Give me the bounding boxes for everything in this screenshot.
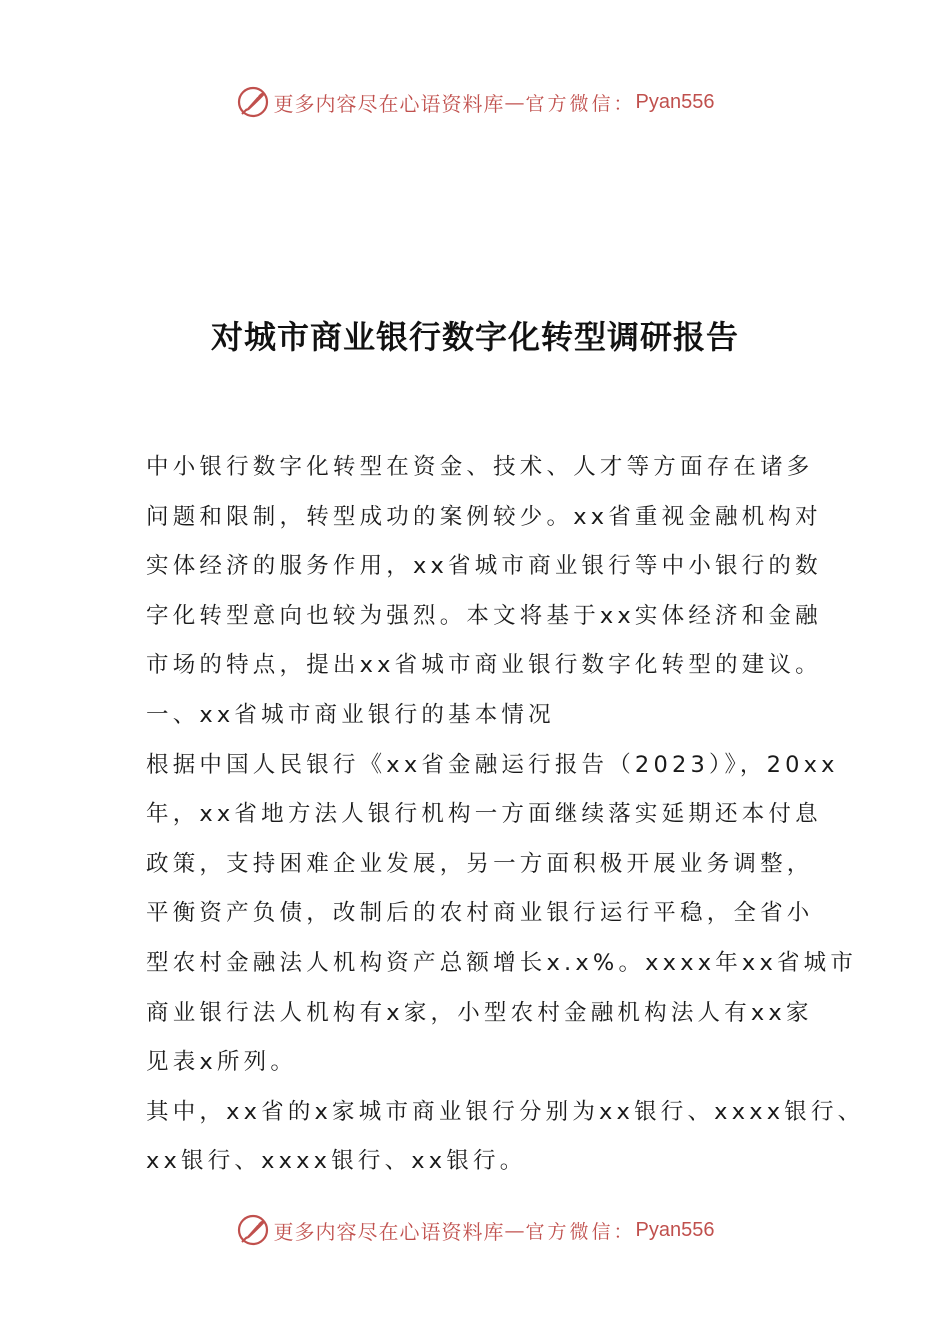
- quill-pen-logo-icon: [236, 85, 270, 119]
- footer-watermark: [0, 1210, 950, 1250]
- watermark-slogan: 更多内容尽在心语资料库: [273, 1219, 505, 1244]
- body-line: 平衡资产负债，改制后的农村商业银行运行平稳，全省小: [146, 900, 814, 927]
- body-line: 中小银行数字化转型在资金、技术、人才等方面存在诸多: [146, 454, 814, 480]
- body-line: 其中，xx省的x家城市商业银行分别为xx银行、xxxx银行、: [146, 1098, 865, 1125]
- document-body: [146, 443, 865, 1187]
- watermark-slogan: 更多内容尽在心语资料库: [273, 91, 505, 116]
- body-line: 市场的特点，提出xx省城市商业银行数字化转型的建议。: [146, 652, 822, 679]
- quill-pen-logo-icon: [236, 1213, 270, 1247]
- watermark-wechat-id: Pyan556: [635, 90, 715, 113]
- watermark-dash: —: [504, 1218, 526, 1242]
- body-line: 字化转型意向也较为强烈。本文将基于xx实体经济和金融: [146, 602, 822, 629]
- body-line: xx银行、xxxx银行、xx银行。: [146, 1148, 527, 1175]
- section-heading: 一、xx省城市商业银行的基本情况: [146, 701, 555, 728]
- body-line: 问题和限制，转型成功的案例较少。xx省重视金融机构对: [146, 503, 822, 530]
- watermark-official-label: 官方微信：: [525, 92, 636, 115]
- watermark-wechat-id: Pyan556: [635, 1218, 715, 1241]
- document-title: 对城市商业银行数字化转型调研报告: [210, 318, 739, 356]
- watermark-dash: —: [504, 90, 526, 114]
- body-line: 商业银行法人机构有x家，小型农村金融机构法人有xx家: [146, 999, 813, 1026]
- body-line: 根据中国人民银行《xx省金融运行报告（2023）》，20xx: [146, 751, 839, 778]
- body-line: 政策，支持困难企业发展，另一方面积极开展业务调整，: [146, 850, 814, 877]
- watermark-official-label: 官方微信：: [525, 1220, 636, 1243]
- header-watermark: [0, 82, 950, 122]
- body-line: 见表x所列。: [146, 1049, 298, 1076]
- body-line: 实体经济的服务作用，xx省城市商业银行等中小银行的数: [146, 553, 822, 580]
- body-line: 年，xx省地方法人银行机构一方面继续落实延期还本付息: [146, 801, 822, 828]
- body-line: 型农村金融法人机构资产总额增长x.x%。xxxx年xx省城市: [146, 949, 858, 976]
